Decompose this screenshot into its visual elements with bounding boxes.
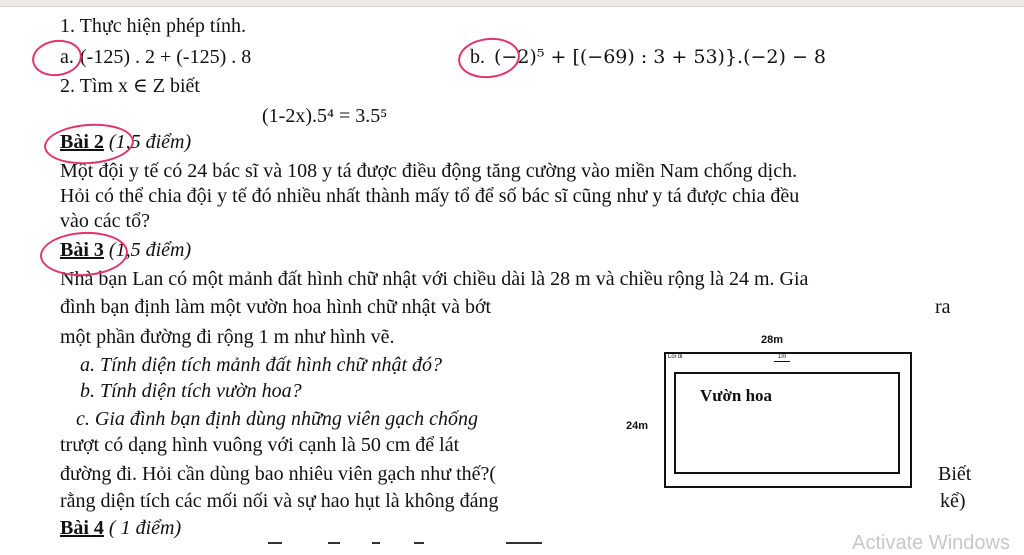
bai2-line1: Một đội y tế có 24 bác sĩ và 108 y tá được điều động tăng cường vào miền Nam chống dịch. (60, 160, 798, 182)
bai2-header (60, 130, 191, 154)
bai3-header (60, 238, 191, 262)
path-width-label: 1m (778, 354, 787, 360)
q1a-label: a. (60, 46, 74, 68)
garden-diagram (620, 330, 920, 510)
bai3-item-c1: c. Gia đình bạn định dùng những viên gạch chống (76, 408, 478, 430)
q1b-expression: (−2)⁵ + [(−69) : 3 + 53)}.(−2) − 8 (494, 46, 826, 68)
annotation-circle-q1a (30, 37, 85, 80)
bai3-line1: Nhà bạn Lan có một mảnh đất hình chữ nhật với chiều dài là 28 m và chiều rộng là 24 m. Gia (60, 268, 809, 290)
cut-off-text-mark (414, 542, 424, 544)
garden-label: Vườn hoa (700, 386, 773, 405)
length-label: 28m (761, 334, 784, 346)
bai3-item-a: a. Tính diện tích mảnh đất hình chữ nhật đó? (80, 354, 443, 376)
bai3-line2: đình bạn định làm một vườn hoa hình chữ nhật và bớt (60, 296, 492, 318)
bai4-header (60, 516, 181, 540)
cut-off-text-mark (372, 542, 380, 544)
width-label: 24m (626, 420, 649, 432)
bai3-line3: một phần đường đi rộng 1 m như hình vẽ. (60, 326, 395, 348)
bai4-points: ( 1 điểm) (108, 517, 182, 539)
activate-windows-watermark: Activate Windows (852, 532, 1010, 554)
bai3-item-c3: đường đi. Hỏi cần dùng bao nhiêu viên gạch như thế?( (60, 463, 497, 485)
path-label: Lối đi (668, 354, 683, 360)
path-width-tick (774, 361, 790, 362)
bai3-line2-end: ra (935, 296, 951, 318)
bai3-item-c4: rằng diện tích các mối nối và sự hao hụt là không đáng (60, 490, 499, 512)
bai2-line3: vào các tổ? (60, 210, 150, 232)
window-top-bar (0, 0, 1024, 7)
bai2-points: (1,5 điểm) (108, 131, 192, 153)
cut-off-text-mark (268, 542, 282, 544)
bai4-title: Bài 4 (60, 517, 104, 539)
bai3-item-c2: trượt có dạng hình vuông với cạnh là 50 cm để lát (60, 434, 460, 456)
cut-off-text-mark (328, 542, 340, 544)
bai3-title: Bài 3 (60, 239, 104, 261)
cut-off-text-mark (506, 542, 542, 544)
q2-heading: 2. Tìm x ∈ Z biết (60, 75, 200, 97)
q1b-label: b. (470, 46, 485, 68)
bai2-title: Bài 2 (60, 131, 104, 153)
q2-equation: (1-2x).5⁴ = 3.5⁵ (262, 105, 388, 127)
bai3-item-b: b. Tính diện tích vườn hoa? (80, 380, 302, 402)
bai3-points: (1,5 điểm) (108, 239, 192, 261)
bai2-line2: Hỏi có thể chia đội y tế đó nhiều nhất thành mấy tổ để số bác sĩ cũng như y tá được chia đều (60, 185, 800, 207)
q1a-expression: (-125) . 2 + (-125) . 8 (80, 46, 252, 68)
bai3-item-c4-end: kể) (940, 490, 966, 512)
q1-heading: 1. Thực hiện phép tính. (60, 15, 246, 37)
bai3-item-c3-end: Biết (938, 463, 972, 485)
